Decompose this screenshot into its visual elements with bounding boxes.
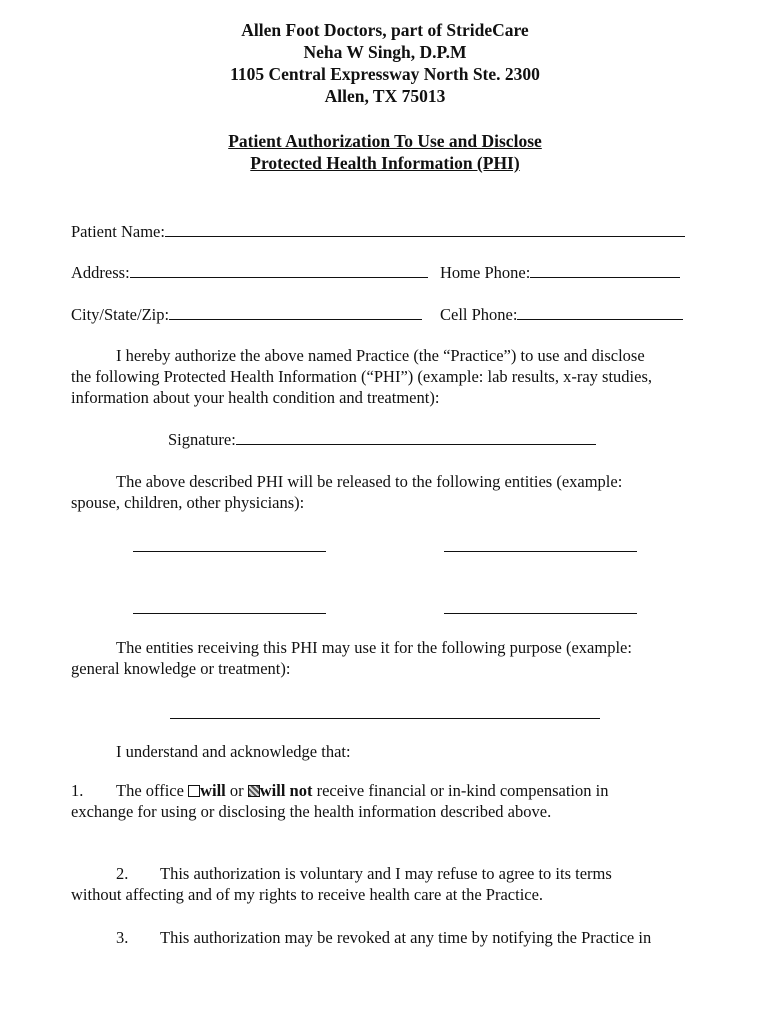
item-2-line1: This authorization is voluntary and I may refuse to agree to its terms xyxy=(160,864,612,883)
entity-field-4[interactable] xyxy=(444,599,637,614)
purpose-text-line1: The entities receiving this PHI may use it for the following purpose (example: xyxy=(116,638,632,657)
will-not-checkbox[interactable] xyxy=(248,785,260,797)
will-not-label: will not xyxy=(259,781,313,800)
item-3-line1: This authorization may be revoked at any time by notifying the Practice in xyxy=(160,928,652,947)
address-row xyxy=(71,263,428,283)
will-label: will xyxy=(200,781,226,800)
signature-row xyxy=(168,430,596,450)
entities-text-line2: spouse, children, other physicians): xyxy=(71,493,305,512)
signature-field[interactable] xyxy=(236,430,596,445)
entities-text-line1: The above described PHI will be released to the following entities (example: xyxy=(116,472,623,491)
form-title-line1: Patient Authorization To Use and Disclose xyxy=(228,131,542,151)
authorize-text-line3: information about your health condition and treatment): xyxy=(71,388,440,407)
patient-name-field[interactable] xyxy=(165,222,685,237)
address-field[interactable] xyxy=(130,263,428,278)
item-1-line2: exchange for using or disclosing the health information described above. xyxy=(71,802,552,821)
home-phone-row xyxy=(440,263,680,283)
entity-field-2[interactable] xyxy=(444,537,637,552)
patient-name-label: Patient Name: xyxy=(71,222,165,241)
practice-city: Allen, TX 75013 xyxy=(324,86,446,106)
city-state-zip-label: City/State/Zip: xyxy=(71,305,170,324)
acknowledge-text: I understand and acknowledge that: xyxy=(116,742,351,761)
item-2-number: 2. xyxy=(116,864,129,883)
city-state-zip-row xyxy=(71,305,422,325)
doctor-name: Neha W Singh, D.P.M xyxy=(303,42,467,62)
item-3-number: 3. xyxy=(116,928,129,947)
item-1-number: 1. xyxy=(71,781,84,800)
home-phone-field[interactable] xyxy=(530,263,680,278)
signature-label: Signature: xyxy=(168,430,236,449)
purpose-field[interactable] xyxy=(170,704,600,719)
item-2-line2: without affecting and of my rights to receive health care at the Practice. xyxy=(71,885,544,904)
cell-phone-label: Cell Phone: xyxy=(440,305,518,324)
purpose-text-line2: general knowledge or treatment): xyxy=(71,659,291,678)
will-checkbox[interactable] xyxy=(188,785,200,797)
address-label: Address: xyxy=(71,263,130,282)
city-state-zip-field[interactable] xyxy=(169,305,422,320)
authorize-text-line1: I hereby authorize the above named Practice (the “Practice”) to use and disclose xyxy=(116,346,645,365)
entity-field-1[interactable] xyxy=(133,537,326,552)
patient-name-row xyxy=(71,222,685,242)
home-phone-label: Home Phone: xyxy=(440,263,531,282)
entity-field-3[interactable] xyxy=(133,599,326,614)
authorize-text-line2: the following Protected Health Information (“PHI”) (example: lab results, x-ray studies, xyxy=(71,367,652,386)
form-title-line2: Protected Health Information (PHI) xyxy=(250,153,520,173)
cell-phone-field[interactable] xyxy=(517,305,683,320)
item-1-line1: The office will or will not receive financial or in-kind compensation in xyxy=(116,781,609,800)
practice-name: Allen Foot Doctors, part of StrideCare xyxy=(241,20,529,40)
practice-address: 1105 Central Expressway North Ste. 2300 xyxy=(230,64,540,84)
cell-phone-row xyxy=(440,305,683,325)
